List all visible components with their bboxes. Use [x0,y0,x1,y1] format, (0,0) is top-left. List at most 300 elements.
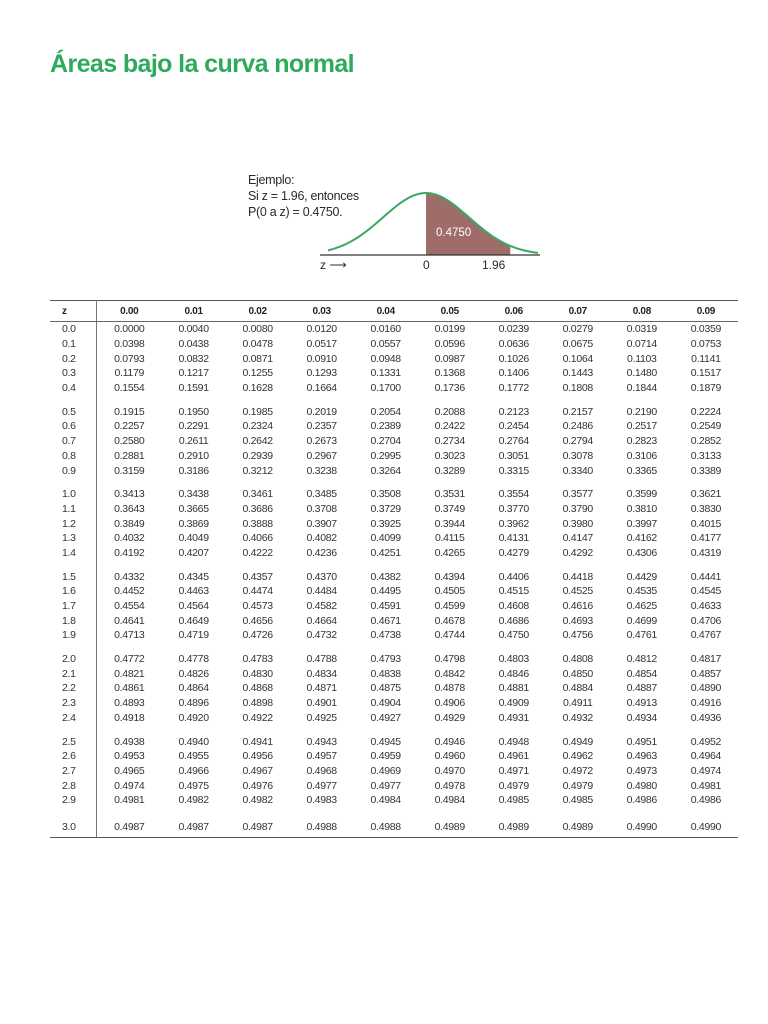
table-cell: 0.4904 [370,697,401,710]
table-cell: 0.4962 [562,750,593,763]
row-group-gap [50,560,738,569]
table-cell: 0.3212 [242,464,273,477]
table-cell: 0.3413 [114,488,145,501]
row-z-value: 0.9 [50,463,97,478]
table-cell: 0.4345 [178,570,209,583]
table-cell: 0.4974 [690,764,722,777]
table-cell: 0.2794 [562,435,593,448]
table-cell: 0.0000 [114,323,145,336]
table-cell: 0.0438 [178,338,209,351]
table-cell: 0.3925 [370,517,401,530]
table-row [50,434,738,449]
normal-distribution-table [50,300,738,838]
table-cell: 0.4793 [370,653,401,666]
table-cell: 0.4591 [370,600,401,613]
table-cell: 0.0239 [498,323,529,336]
table-cell: 0.4463 [178,585,209,598]
column-header: 0.08 [610,301,674,322]
table-row [50,351,738,366]
table-cell: 0.1064 [562,352,593,365]
table-cell: 0.0636 [498,338,529,351]
table-cell: 0.4265 [434,546,465,559]
table-cell: 0.4838 [370,667,401,680]
table-cell: 0.0279 [562,323,593,336]
row-z-value: 1.2 [50,516,97,531]
table-cell: 0.4147 [562,532,593,545]
table-cell: 0.4864 [178,682,209,695]
table-cell: 0.3849 [114,517,145,530]
table-cell: 0.2157 [562,405,593,418]
table-cell: 0.4898 [242,697,273,710]
table-cell: 0.4916 [690,697,722,710]
row-group-gap [50,725,738,734]
table-cell: 0.0987 [434,352,465,365]
table-cell: 0.4732 [306,629,337,642]
table-cell: 0.3315 [498,464,529,477]
table-cell: 0.4545 [690,585,722,598]
table-cell: 0.1103 [627,352,657,365]
table-cell: 0.4834 [306,667,337,680]
table-cell: 0.1141 [691,352,721,365]
table-cell: 0.2967 [306,449,337,462]
column-header: 0.06 [482,301,546,322]
table-cell: 0.4956 [242,750,273,763]
table-cell: 0.0160 [370,323,401,336]
table-row [50,337,738,352]
table-cell: 0.3729 [370,502,401,515]
table-cell: 0.4783 [242,653,273,666]
table-cell: 0.4975 [178,779,209,792]
table-cell: 0.2642 [242,435,273,448]
table-cell: 0.4808 [562,653,593,666]
table-cell: 0.4664 [306,614,337,627]
table-cell: 0.4032 [114,532,145,545]
table-row [50,502,738,517]
table-cell: 0.4978 [434,779,465,792]
table-cell: 0.4909 [498,697,529,710]
table-cell: 0.4177 [690,532,722,545]
table-cell: 0.1179 [114,367,145,380]
table-cell: 0.4515 [498,585,529,598]
table-cell: 0.4207 [178,546,209,559]
table-cell: 0.4750 [498,629,529,642]
table-cell: 0.4382 [370,570,401,583]
table-cell: 0.4990 [610,817,674,838]
table-cell: 0.4932 [562,711,593,724]
table-cell: 0.4984 [434,794,465,807]
table-cell: 0.2852 [690,435,722,448]
table-cell: 0.4982 [242,794,273,807]
table-cell: 0.4429 [626,570,657,583]
table-row [50,749,738,764]
table-row [50,613,738,628]
row-z-value: 3.0 [50,817,97,838]
table-cell: 0.1026 [498,352,529,365]
table-cell: 0.4871 [306,682,337,695]
table-cell: 0.4821 [114,667,145,680]
table-cell: 0.1628 [242,382,273,395]
table-cell: 0.4878 [434,682,465,695]
row-z-value: 2.1 [50,666,97,681]
column-header: 0.03 [290,301,354,322]
table-cell: 0.4946 [434,735,465,748]
row-z-value: 2.6 [50,749,97,764]
row-z-value: 2.3 [50,696,97,711]
table-cell: 0.1808 [562,382,593,395]
row-z-value: 0.3 [50,366,97,381]
table-cell: 0.4890 [690,682,722,695]
table-cell: 0.0478 [242,338,273,351]
table-cell: 0.3051 [498,449,529,462]
row-z-value: 2.2 [50,681,97,696]
table-cell: 0.2704 [370,435,401,448]
row-group-gap [50,643,738,652]
table-cell: 0.0793 [114,352,145,365]
table-cell: 0.4986 [690,794,722,807]
table-row [50,628,738,643]
table-cell: 0.4251 [370,546,401,559]
table-cell: 0.4719 [178,629,209,642]
table-cell: 0.4066 [242,532,273,545]
table-cell: 0.3485 [306,488,337,501]
table-cell: 0.4920 [178,711,209,724]
table-cell: 0.4452 [114,585,145,598]
table-cell: 0.2939 [242,449,273,462]
table-cell: 0.4967 [242,764,273,777]
table-cell: 0.4693 [562,614,593,627]
table-cell: 0.3023 [434,449,465,462]
table-row [50,404,738,419]
table-row [50,322,738,337]
table-cell: 0.4896 [178,697,209,710]
table-cell: 0.4881 [498,682,529,695]
row-z-value: 1.7 [50,599,97,614]
table-cell: 0.4049 [178,532,209,545]
table-row [50,569,738,584]
table-cell: 0.3962 [498,517,529,530]
table-cell: 0.4983 [306,794,337,807]
table-cell: 0.4985 [562,794,593,807]
table-cell: 0.4319 [690,546,722,559]
row-z-value: 1.3 [50,531,97,546]
table-cell: 0.0398 [114,338,145,351]
table-cell: 0.1985 [242,405,273,418]
table-cell: 0.4744 [434,629,465,642]
table-cell: 0.2611 [178,435,209,448]
table-cell: 0.4989 [482,817,546,838]
table-cell: 0.3790 [562,502,593,515]
table-cell: 0.3554 [498,488,529,501]
table-cell: 0.3186 [178,464,209,477]
table-cell: 0.4015 [690,517,722,530]
table-cell: 0.4484 [306,585,337,598]
table-cell: 0.4989 [418,817,482,838]
table-row [50,449,738,464]
row-z-value: 1.6 [50,584,97,599]
table-cell: 0.4406 [498,570,529,583]
table-cell: 0.3980 [562,517,593,530]
table-cell: 0.2673 [306,435,337,448]
table-cell: 0.4979 [562,779,593,792]
table-cell: 0.4927 [370,711,401,724]
row-z-value: 0.5 [50,404,97,419]
table-cell: 0.4989 [546,817,610,838]
table-cell: 0.3599 [626,488,657,501]
table-cell: 0.3461 [242,488,273,501]
table-cell: 0.4279 [498,546,529,559]
table-cell: 0.4980 [626,779,657,792]
example-line-1: Si z = 1.96, entonces [248,189,359,203]
table-cell: 0.3133 [690,449,722,462]
table-cell: 0.4990 [674,817,738,838]
table-cell: 0.4987 [226,817,290,838]
table-cell: 0.2549 [690,420,722,433]
row-z-value: 1.9 [50,628,97,643]
table-cell: 0.0753 [690,338,722,351]
table-row [50,419,738,434]
shaded-area [426,193,510,255]
table-cell: 0.4934 [626,711,657,724]
table-cell: 0.4971 [498,764,529,777]
row-z-value: 1.0 [50,487,97,502]
table-header-row [50,301,738,322]
table-cell: 0.4959 [370,750,401,763]
table-cell: 0.4981 [690,779,722,792]
table-cell: 0.0910 [306,352,337,365]
row-z-value: 0.0 [50,322,97,337]
table-cell: 0.1664 [306,382,337,395]
table-cell: 0.2764 [498,435,529,448]
table-cell: 0.4964 [690,750,722,763]
table-cell: 0.4830 [242,667,273,680]
normal-curve-figure [240,170,560,280]
table-cell: 0.3708 [306,502,337,515]
table-cell: 0.4726 [242,629,273,642]
table-cell: 0.3686 [242,502,273,515]
table-cell: 0.0040 [178,323,209,336]
table-cell: 0.4922 [242,711,273,724]
table-cell: 0.3531 [434,488,465,501]
table-cell: 0.4222 [242,546,273,559]
row-z-value: 0.2 [50,351,97,366]
table-cell: 0.3643 [114,502,145,515]
row-group-gap [50,478,738,487]
table-cell: 0.4525 [562,585,593,598]
table-cell: 0.3340 [562,464,593,477]
table-cell: 0.4941 [242,735,273,748]
table-row [50,793,738,808]
table-cell: 0.3159 [114,464,145,477]
table-cell: 0.4306 [626,546,657,559]
table-cell: 0.2088 [434,405,465,418]
column-header-z: z [50,301,97,322]
table-cell: 0.4474 [242,585,273,598]
table-cell: 0.3508 [370,488,401,501]
table-cell: 0.4706 [690,614,722,627]
table-cell: 0.2734 [434,435,465,448]
table-row [50,381,738,396]
table-cell: 0.2422 [434,420,465,433]
column-header: 0.09 [674,301,738,322]
row-z-value: 0.6 [50,419,97,434]
table-cell: 0.0832 [178,352,209,365]
table-cell: 0.4767 [690,629,722,642]
table-cell: 0.4357 [242,570,273,583]
table-cell: 0.3365 [626,464,657,477]
table-cell: 0.0120 [306,323,337,336]
table-cell: 0.0675 [562,338,593,351]
table-cell: 0.3621 [690,488,722,501]
table-cell: 0.2517 [626,420,657,433]
row-z-value: 2.7 [50,764,97,779]
table-cell: 0.4686 [498,614,529,627]
table-cell: 0.4370 [306,570,337,583]
row-z-value: 2.4 [50,711,97,726]
example-heading: Ejemplo: [248,173,295,187]
table-cell: 0.0517 [306,338,337,351]
row-z-value: 2.5 [50,734,97,749]
table-cell: 0.1772 [498,382,529,395]
table-cell: 0.4868 [242,682,273,695]
table-cell: 0.4977 [306,779,337,792]
table-cell: 0.4761 [626,629,657,642]
table-cell: 0.2019 [306,405,337,418]
table-cell: 0.4884 [562,682,593,695]
table-cell: 0.0359 [690,323,722,336]
axis-zero-label: 0 [423,258,430,272]
table-cell: 0.1255 [242,367,273,380]
table-cell: 0.4842 [434,667,465,680]
table-cell: 0.2823 [626,435,657,448]
table-cell: 0.0871 [242,352,273,365]
page-title: Áreas bajo la curva normal [50,50,354,78]
table-cell: 0.1736 [434,382,465,395]
table-cell: 0.4812 [626,653,657,666]
table-cell: 0.4887 [626,682,657,695]
table-cell: 0.3810 [626,502,657,515]
table-cell: 0.4961 [498,750,529,763]
table-cell: 0.1950 [178,405,209,418]
table-cell: 0.4656 [242,614,273,627]
row-z-value: 1.1 [50,502,97,517]
table-cell: 0.4969 [370,764,401,777]
table-cell: 0.0319 [626,323,657,336]
row-z-value: 0.7 [50,434,97,449]
table-cell: 0.3238 [306,464,337,477]
table-cell: 0.3264 [370,464,401,477]
table-cell: 0.4984 [370,794,401,807]
table-cell: 0.4192 [114,546,145,559]
table-cell: 0.3749 [434,502,465,515]
table-row [50,778,738,793]
table-cell: 0.4918 [114,711,145,724]
table-cell: 0.4963 [626,750,657,763]
table-row [50,531,738,546]
table-cell: 0.4495 [370,585,401,598]
table-cell: 0.2357 [306,420,337,433]
table-cell: 0.4913 [626,697,657,710]
table-cell: 0.4641 [114,614,145,627]
table-cell: 0.4861 [114,682,145,695]
table-cell: 0.4131 [498,532,529,545]
table-cell: 0.4988 [354,817,418,838]
table-cell: 0.4633 [690,600,722,613]
row-group-gap [50,808,738,817]
table-cell: 0.2054 [370,405,401,418]
table-cell: 0.1517 [690,367,722,380]
table-cell: 0.4115 [434,532,465,545]
table-cell: 0.4564 [178,600,209,613]
table-cell: 0.2224 [690,405,722,418]
table-cell: 0.4817 [690,653,722,666]
table-cell: 0.4953 [114,750,145,763]
row-z-value: 2.8 [50,778,97,793]
table-row [50,734,738,749]
table-cell: 0.4973 [626,764,657,777]
table-cell: 0.4972 [562,764,593,777]
table-cell: 0.4099 [370,532,401,545]
table-cell: 0.3830 [690,502,722,515]
table-cell: 0.4505 [434,585,465,598]
table-cell: 0.2389 [370,420,401,433]
table-cell: 0.4911 [563,697,593,710]
table-cell: 0.4952 [690,735,722,748]
table-row [50,366,738,381]
table-cell: 0.3888 [242,517,273,530]
row-z-value: 2.0 [50,652,97,667]
table-cell: 0.0557 [370,338,401,351]
table-cell: 0.4649 [178,614,209,627]
table-cell: 0.1406 [498,367,529,380]
table-cell: 0.3997 [626,517,657,530]
table-cell: 0.4582 [306,600,337,613]
table-cell: 0.2324 [242,420,273,433]
table-cell: 0.4671 [370,614,401,627]
table-cell: 0.3577 [562,488,593,501]
table-cell: 0.4974 [114,779,145,792]
table-cell: 0.4945 [370,735,401,748]
table-cell: 0.4608 [498,600,529,613]
normal-curve-example [240,170,560,280]
table-cell: 0.4699 [626,614,657,627]
table-cell: 0.4554 [114,600,145,613]
table-cell: 0.1915 [114,405,145,418]
table-cell: 0.2881 [114,449,145,462]
table-row [50,696,738,711]
table-cell: 0.4943 [306,735,337,748]
table-cell: 0.4936 [690,711,722,724]
table-row [50,817,738,838]
row-z-value: 1.5 [50,569,97,584]
table-cell: 0.3944 [434,517,465,530]
column-header: 0.02 [226,301,290,322]
table-cell: 0.1879 [690,382,722,395]
axis-z-value-label: 1.96 [482,258,506,272]
table-cell: 0.4940 [178,735,209,748]
table-cell: 0.1217 [178,367,209,380]
table-row [50,584,738,599]
table-cell: 0.4738 [370,629,401,642]
table-cell: 0.0714 [626,338,657,351]
table-cell: 0.4875 [370,682,401,695]
table-cell: 0.0199 [434,323,465,336]
table-cell: 0.4625 [626,600,657,613]
table-cell: 0.4931 [498,711,529,724]
table-cell: 0.4713 [114,629,145,642]
table-cell: 0.4948 [498,735,529,748]
table-cell: 0.3078 [562,449,593,462]
table-cell: 0.4976 [242,779,273,792]
